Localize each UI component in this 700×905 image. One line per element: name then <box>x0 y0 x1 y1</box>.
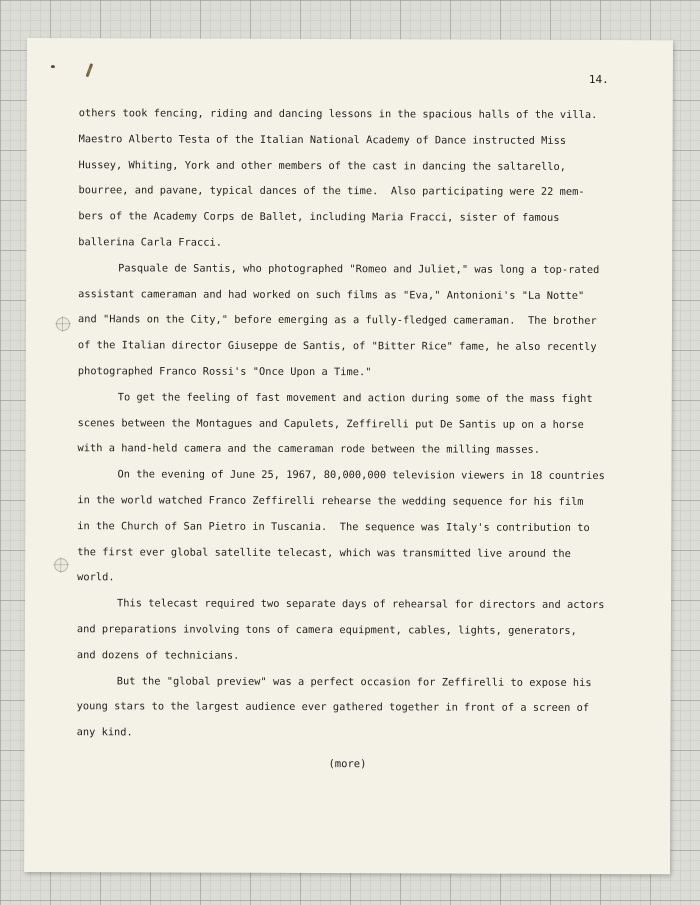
text-line: On the evening of June 25, 1967, 80,000,000 television viewers in 18 countries <box>117 468 605 483</box>
text-line: Hussey, Whiting, York and other members of the cast in dancing the saltarello, <box>78 158 567 173</box>
text-line: But the "global preview" was a perfect occasion for Zeffirelli to expose his <box>116 674 592 689</box>
text-line: others took fencing, riding and dancing lessons in the spacious halls of the villa. <box>78 107 598 121</box>
text-line: Maestro Alberto Testa of the Italian National Academy of Dance instructed Miss <box>78 132 567 147</box>
text-line: To get the feeling of fast movement and action during some of the mass fight <box>117 391 593 405</box>
typed-page <box>24 38 673 874</box>
continuation-marker: (more) <box>328 758 367 771</box>
punch-hole-mark <box>56 317 70 331</box>
text-line: with a hand-held camera and the cameraman rode between the milling masses. <box>77 442 541 457</box>
ink-speck <box>51 65 55 68</box>
text-line: in the world watched Franco Zeffirelli rehearse the wedding sequence for his film <box>77 494 584 508</box>
text-line: and preparations involving tons of camera equipment, cables, lights, generators, <box>76 623 577 637</box>
text-line: ballerina Carla Fracci. <box>78 236 223 249</box>
text-line: scenes between the Montagues and Capulets, Zeffirelli put De Santis up on a horse <box>77 416 584 431</box>
text-line: in the Church of San Pietro in Tuscania. The sequence was Italy's contribution to <box>77 519 590 534</box>
text-line: assistant cameraman and had worked on such films as "Eva," Antonioni's "La Notte" <box>78 287 585 302</box>
staple-mark <box>86 63 94 77</box>
text-line: bourree, and pavane, typical dances of the time. Also participating were 22 mem- <box>78 184 585 199</box>
text-line: Pasquale de Santis, who photographed "Romeo and Juliet," was long a top-rated <box>118 262 600 276</box>
body-text <box>77 107 649 754</box>
text-line: world. <box>77 571 115 584</box>
text-line: This telecast required two separate days of rehearsal for directors and actors <box>117 597 605 612</box>
text-line: any kind. <box>76 726 133 739</box>
punch-hole-mark <box>54 558 68 572</box>
text-line: and dozens of technicians. <box>76 648 240 662</box>
text-line: bers of the Academy Corps de Ballet, including Maria Fracci, sister of famous <box>78 210 560 225</box>
text-line: photographed Franco Rossi's "Once Upon a Time." <box>77 365 372 379</box>
page-number: 14. <box>588 72 609 87</box>
text-line: and "Hands on the City," before emerging as a fully-fledged cameraman. The brother <box>77 313 597 328</box>
text-line: of the Italian director Giuseppe de Santis, of "Bitter Rice" fame, he also recently <box>77 339 597 354</box>
text-line: the first ever global satellite telecast, which was transmitted live around the <box>77 545 571 560</box>
text-line: young stars to the largest audience ever gathered together in front of a screen of <box>76 700 590 715</box>
